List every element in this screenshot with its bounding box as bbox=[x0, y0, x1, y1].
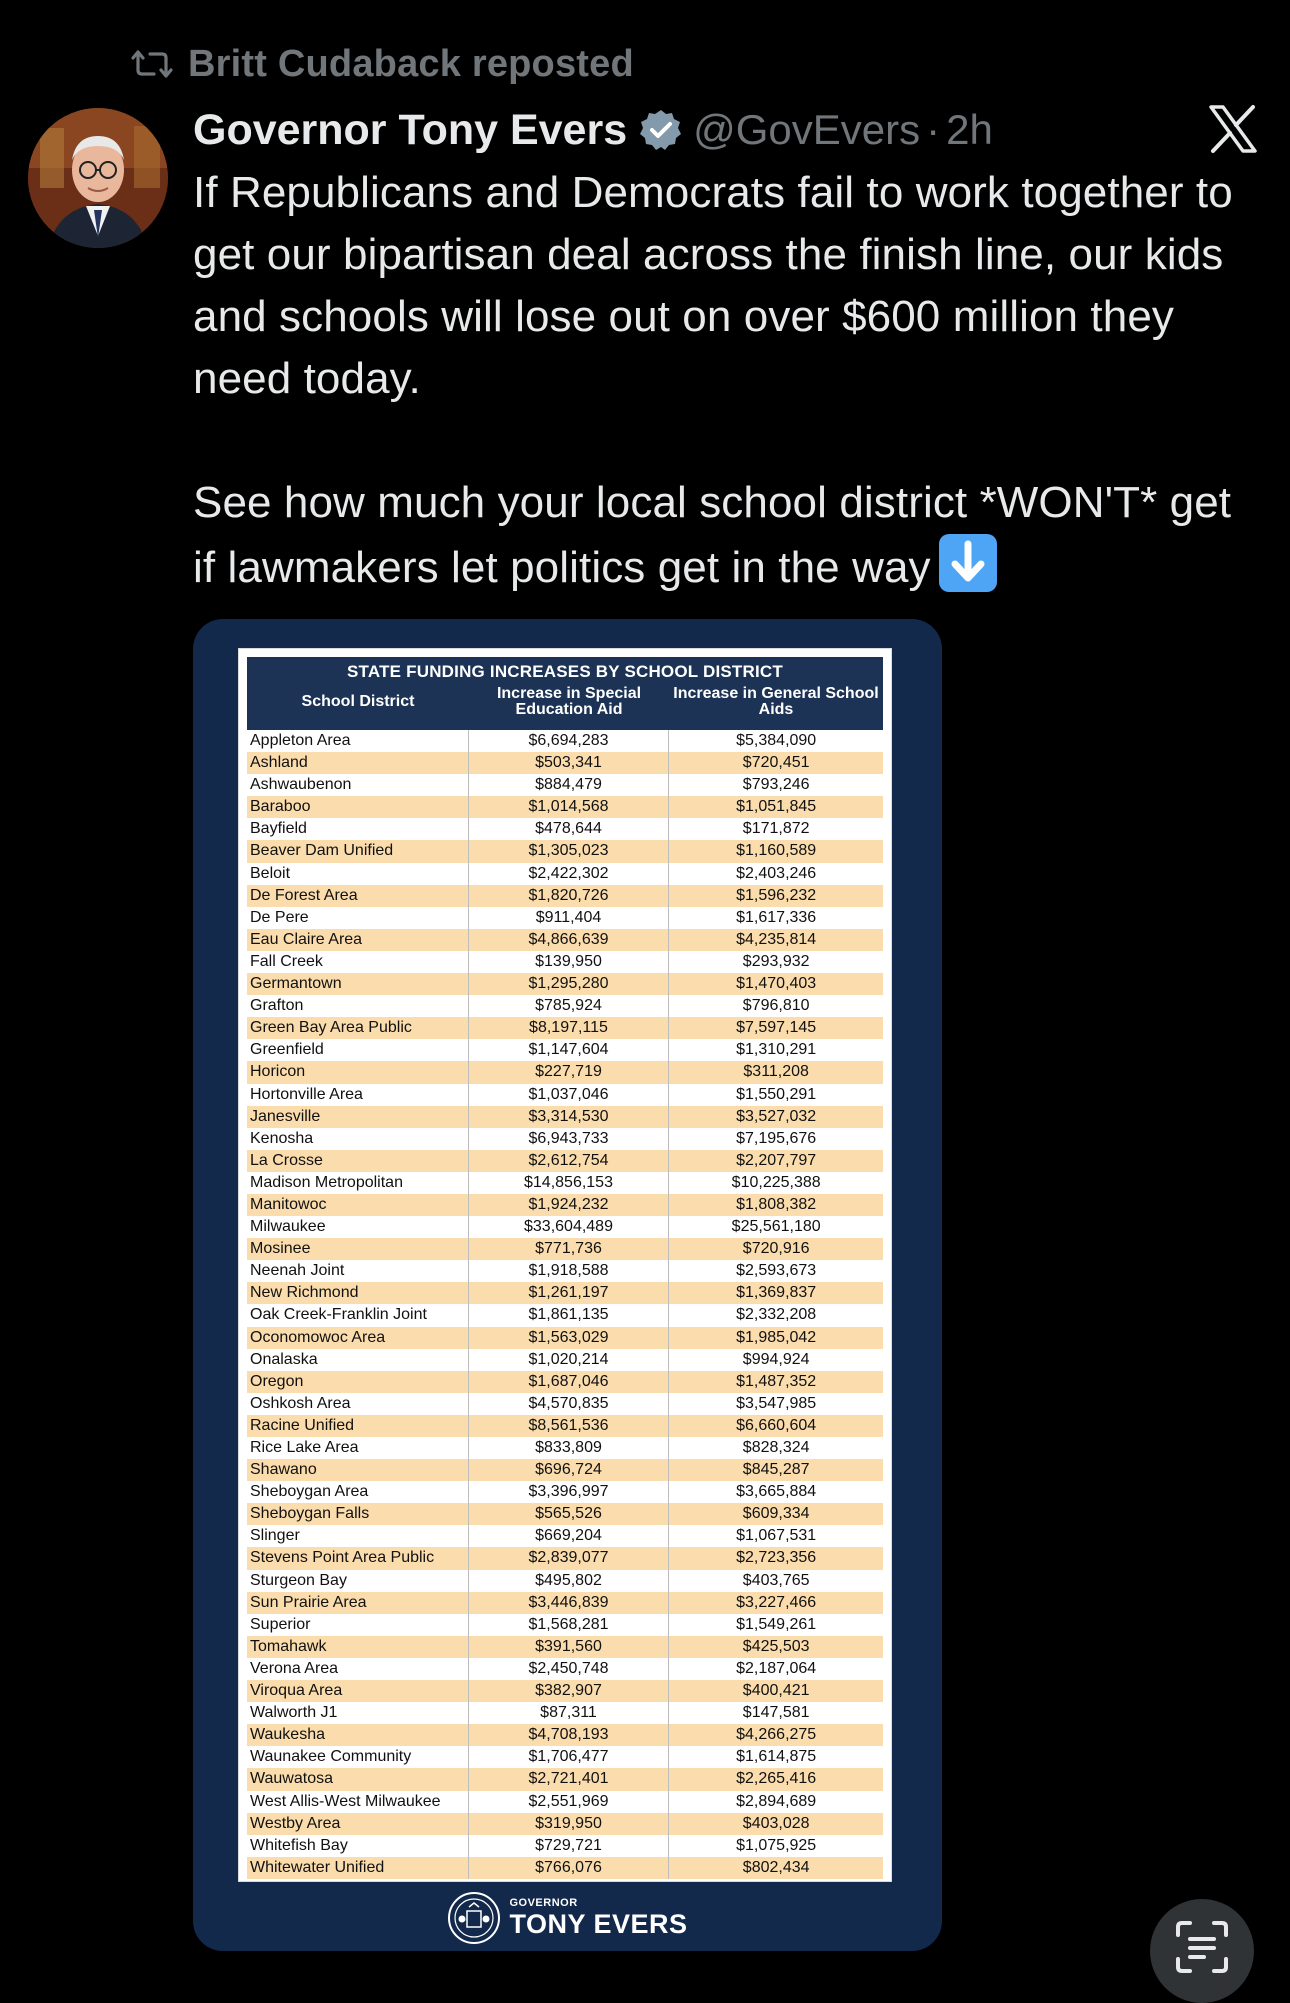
table-row bbox=[247, 1304, 883, 1326]
special-ed-aid-cell: $14,856,153 bbox=[469, 1172, 670, 1194]
table-row bbox=[247, 929, 883, 951]
general-aid-cell: $425,503 bbox=[742, 1637, 810, 1655]
table-row bbox=[247, 1636, 883, 1658]
district-cell: Neenah Joint bbox=[247, 1260, 469, 1282]
district-cell: Whitewater Unified bbox=[247, 1857, 469, 1879]
general-aid-cell: $7,195,676 bbox=[736, 1129, 817, 1147]
district-cell: Wauwatosa bbox=[247, 1768, 469, 1790]
table-row bbox=[247, 1547, 883, 1569]
table-row bbox=[247, 1017, 883, 1039]
post-timestamp[interactable]: 2h bbox=[946, 106, 993, 153]
general-aid-cell: $147,581 bbox=[742, 1704, 810, 1722]
special-ed-aid-cell: $478,644 bbox=[469, 818, 670, 840]
special-ed-aid-cell: $1,014,568 bbox=[469, 796, 670, 818]
district-cell: Hortonville Area bbox=[247, 1084, 469, 1106]
tweet-paragraph: If Republicans and Democrats fail to work together to get our bipartisan deal across the finish line, our kids and schools will lose out on over $600 million they need today. bbox=[193, 168, 1233, 403]
general-aid-cell: $1,310,291 bbox=[736, 1041, 817, 1059]
general-aid-cell: $2,403,246 bbox=[736, 864, 817, 882]
special-ed-aid-cell: $3,314,530 bbox=[469, 1106, 670, 1128]
district-cell: Bayfield bbox=[247, 818, 469, 840]
table-row bbox=[247, 1260, 883, 1282]
repost-label: Britt Cudaback reposted bbox=[188, 42, 634, 85]
table-row bbox=[247, 1525, 883, 1547]
special-ed-aid-cell: $1,037,046 bbox=[469, 1084, 670, 1106]
table-row bbox=[247, 1106, 883, 1128]
district-cell: Appleton Area bbox=[247, 730, 469, 752]
general-aid-cell: $4,235,814 bbox=[736, 930, 817, 948]
table-row bbox=[247, 1724, 883, 1746]
special-ed-aid-cell: $2,612,754 bbox=[469, 1150, 670, 1172]
special-ed-aid-cell: $2,551,969 bbox=[469, 1791, 670, 1813]
table-row bbox=[247, 730, 883, 752]
district-cell: Manitowoc bbox=[247, 1194, 469, 1216]
district-cell: La Crosse bbox=[247, 1150, 469, 1172]
general-aid-cell: $1,369,837 bbox=[736, 1284, 817, 1302]
general-aid-cell: $1,550,291 bbox=[736, 1085, 817, 1103]
branding-name: TONY EVERS bbox=[509, 1909, 688, 1939]
general-aid-cell: $802,434 bbox=[742, 1858, 810, 1876]
table-row bbox=[247, 1194, 883, 1216]
district-cell: Sheboygan Area bbox=[247, 1481, 469, 1503]
table-row bbox=[247, 774, 883, 796]
special-ed-aid-cell: $1,861,135 bbox=[469, 1304, 670, 1326]
separator-dot: · bbox=[926, 106, 941, 153]
table-row bbox=[247, 1437, 883, 1459]
general-aid-cell: $1,160,589 bbox=[736, 842, 817, 860]
table-row bbox=[247, 1061, 883, 1083]
tweet-body bbox=[193, 162, 1263, 599]
district-cell: West Allis-West Milwaukee bbox=[247, 1791, 469, 1813]
district-cell: Oak Creek-Franklin Joint bbox=[247, 1304, 469, 1326]
table-header bbox=[247, 657, 883, 730]
special-ed-aid-cell: $1,687,046 bbox=[469, 1371, 670, 1393]
special-ed-aid-cell: $1,305,023 bbox=[469, 840, 670, 862]
district-cell: Superior bbox=[247, 1614, 469, 1636]
special-ed-aid-cell: $139,950 bbox=[469, 951, 670, 973]
district-cell: Racine Unified bbox=[247, 1415, 469, 1437]
table-row bbox=[247, 1481, 883, 1503]
district-cell: Oshkosh Area bbox=[247, 1393, 469, 1415]
district-cell: Baraboo bbox=[247, 796, 469, 818]
special-ed-aid-cell: $2,450,748 bbox=[469, 1658, 670, 1680]
branding-label: GOVERNOR bbox=[509, 1897, 578, 1909]
general-aid-cell: $403,028 bbox=[742, 1814, 810, 1832]
table-row bbox=[247, 995, 883, 1017]
general-aid-cell: $796,810 bbox=[742, 997, 810, 1015]
general-aid-cell: $3,665,884 bbox=[736, 1483, 817, 1501]
special-ed-aid-cell: $6,943,733 bbox=[469, 1128, 670, 1150]
special-ed-aid-cell: $319,950 bbox=[469, 1813, 670, 1835]
district-cell: Horicon bbox=[247, 1061, 469, 1083]
table-row bbox=[247, 840, 883, 862]
author-name[interactable]: Governor Tony Evers bbox=[193, 105, 628, 154]
x-logo-icon bbox=[1207, 103, 1259, 155]
repost-indicator[interactable] bbox=[130, 40, 634, 88]
special-ed-aid-cell: $391,560 bbox=[469, 1636, 670, 1658]
special-ed-aid-cell: $8,197,115 bbox=[469, 1017, 670, 1039]
general-aid-cell: $2,332,208 bbox=[736, 1306, 817, 1324]
special-ed-aid-cell: $33,604,489 bbox=[469, 1216, 670, 1238]
special-ed-aid-cell: $1,924,232 bbox=[469, 1194, 670, 1216]
special-ed-aid-cell: $4,570,835 bbox=[469, 1393, 670, 1415]
table-title: STATE FUNDING INCREASES BY SCHOOL DISTRICT bbox=[347, 662, 783, 681]
special-ed-aid-cell: $495,802 bbox=[469, 1570, 670, 1592]
district-cell: Sturgeon Bay bbox=[247, 1570, 469, 1592]
general-aid-cell: $1,470,403 bbox=[736, 975, 817, 993]
general-aid-cell: $1,596,232 bbox=[736, 886, 817, 904]
table-row bbox=[247, 1614, 883, 1636]
live-text-icon bbox=[1174, 1919, 1230, 1975]
district-cell: Waukesha bbox=[247, 1724, 469, 1746]
table-row bbox=[247, 1371, 883, 1393]
table-row bbox=[247, 1680, 883, 1702]
district-cell: Milwaukee bbox=[247, 1216, 469, 1238]
table-row bbox=[247, 1835, 883, 1857]
general-aid-cell: $7,597,145 bbox=[736, 1019, 817, 1037]
text-recognition-button[interactable] bbox=[1150, 1899, 1254, 2003]
table-row bbox=[247, 1592, 883, 1614]
tweet-paragraph bbox=[193, 472, 1263, 599]
general-aid-cell: $293,932 bbox=[742, 952, 810, 970]
special-ed-aid-cell: $729,721 bbox=[469, 1835, 670, 1857]
general-aid-cell: $10,225,388 bbox=[731, 1173, 821, 1191]
table-row bbox=[247, 1503, 883, 1525]
district-cell: Mosinee bbox=[247, 1238, 469, 1260]
tweet-paragraph-text: See how much your local school district *WON'T* get if lawmakers let politics get in the way bbox=[193, 478, 1232, 592]
repost-icon bbox=[130, 48, 174, 80]
special-ed-aid-cell: $2,721,401 bbox=[469, 1768, 670, 1790]
special-ed-aid-cell: $4,708,193 bbox=[469, 1724, 670, 1746]
general-aid-cell: $720,916 bbox=[742, 1240, 810, 1258]
table-row bbox=[247, 1349, 883, 1371]
district-cell: De Forest Area bbox=[247, 885, 469, 907]
district-cell: Janesville bbox=[247, 1106, 469, 1128]
district-cell: Germantown bbox=[247, 973, 469, 995]
general-aid-cell: $3,547,985 bbox=[736, 1394, 817, 1412]
district-cell: Westby Area bbox=[247, 1813, 469, 1835]
table-row bbox=[247, 1128, 883, 1150]
district-cell: Slinger bbox=[247, 1525, 469, 1547]
general-aid-cell: $720,451 bbox=[742, 754, 810, 772]
special-ed-aid-cell: $884,479 bbox=[469, 774, 670, 796]
general-aid-cell: $400,421 bbox=[742, 1682, 810, 1700]
table-row bbox=[247, 1459, 883, 1481]
special-ed-aid-cell: $565,526 bbox=[469, 1503, 670, 1525]
general-aid-cell: $2,723,356 bbox=[736, 1549, 817, 1567]
table-row bbox=[247, 1702, 883, 1724]
column-header: Increase in Special Education Aid bbox=[496, 685, 642, 718]
special-ed-aid-cell: $503,341 bbox=[469, 752, 670, 774]
general-aid-cell: $311,208 bbox=[743, 1063, 809, 1081]
general-aid-cell: $1,487,352 bbox=[736, 1372, 817, 1390]
district-cell: Rice Lake Area bbox=[247, 1437, 469, 1459]
general-aid-cell: $403,765 bbox=[742, 1571, 810, 1589]
tweet-header bbox=[193, 102, 993, 158]
general-aid-cell: $1,067,531 bbox=[736, 1527, 817, 1545]
verified-badge-icon[interactable] bbox=[639, 108, 683, 152]
tweet-image[interactable] bbox=[193, 619, 942, 1951]
table-row bbox=[247, 885, 883, 907]
special-ed-aid-cell: $382,907 bbox=[469, 1680, 670, 1702]
special-ed-aid-cell: $2,839,077 bbox=[469, 1547, 670, 1569]
special-ed-aid-cell: $2,422,302 bbox=[469, 863, 670, 885]
state-seal-icon bbox=[447, 1891, 501, 1945]
general-aid-cell: $828,324 bbox=[742, 1439, 810, 1456]
table-row bbox=[247, 1415, 883, 1437]
table-row bbox=[247, 1327, 883, 1349]
table-row bbox=[247, 1658, 883, 1680]
table-row bbox=[247, 1084, 883, 1106]
general-aid-cell: $2,187,064 bbox=[736, 1659, 817, 1677]
special-ed-aid-cell: $3,396,997 bbox=[469, 1481, 670, 1503]
table-row bbox=[247, 1150, 883, 1172]
district-cell: Kenosha bbox=[247, 1128, 469, 1150]
general-aid-cell: $1,549,261 bbox=[736, 1615, 817, 1633]
special-ed-aid-cell: $1,820,726 bbox=[469, 885, 670, 907]
district-cell: Fall Creek bbox=[247, 951, 469, 973]
district-cell: Tomahawk bbox=[247, 1636, 469, 1658]
general-aid-cell: $1,808,382 bbox=[736, 1195, 817, 1213]
special-ed-aid-cell: $833,809 bbox=[469, 1437, 670, 1459]
special-ed-aid-cell: $1,563,029 bbox=[469, 1327, 670, 1349]
general-aid-cell: $793,246 bbox=[742, 776, 810, 794]
general-aid-cell: $1,614,875 bbox=[736, 1748, 817, 1766]
district-cell: Sun Prairie Area bbox=[247, 1592, 469, 1614]
table-row bbox=[247, 1813, 883, 1835]
district-cell: Green Bay Area Public bbox=[247, 1017, 469, 1039]
table-row bbox=[247, 1791, 883, 1813]
special-ed-aid-cell: $696,724 bbox=[469, 1459, 670, 1481]
general-aid-cell: $994,924 bbox=[742, 1350, 810, 1368]
column-header: School District bbox=[301, 693, 415, 710]
table-body bbox=[247, 730, 883, 1879]
district-cell: Oconomowoc Area bbox=[247, 1327, 469, 1349]
general-aid-cell: $171,872 bbox=[742, 820, 810, 838]
table-row bbox=[247, 752, 883, 774]
general-aid-cell: $2,894,689 bbox=[736, 1792, 817, 1810]
general-aid-cell: $2,265,416 bbox=[736, 1770, 817, 1788]
general-aid-cell: $1,617,336 bbox=[736, 908, 817, 926]
special-ed-aid-cell: $1,706,477 bbox=[469, 1746, 670, 1768]
column-header: Increase in General School Aids bbox=[673, 685, 879, 718]
district-cell: Viroqua Area bbox=[247, 1680, 469, 1702]
district-cell: Stevens Point Area Public bbox=[247, 1547, 469, 1569]
special-ed-aid-cell: $1,261,197 bbox=[469, 1282, 670, 1304]
special-ed-aid-cell: $1,568,281 bbox=[469, 1614, 670, 1636]
general-aid-cell: $5,384,090 bbox=[736, 732, 817, 749]
table-row bbox=[247, 1238, 883, 1260]
special-ed-aid-cell: $4,866,639 bbox=[469, 929, 670, 951]
down-arrow-emoji-icon bbox=[939, 534, 997, 592]
table-row bbox=[247, 1746, 883, 1768]
general-aid-cell: $2,593,673 bbox=[736, 1262, 817, 1280]
district-cell: Grafton bbox=[247, 995, 469, 1017]
district-cell: Walworth J1 bbox=[247, 1702, 469, 1724]
special-ed-aid-cell: $1,020,214 bbox=[469, 1349, 670, 1371]
general-aid-cell: $1,051,845 bbox=[736, 798, 817, 816]
general-aid-cell: $3,527,032 bbox=[736, 1107, 817, 1125]
district-cell: Sheboygan Falls bbox=[247, 1503, 469, 1525]
table-row bbox=[247, 1768, 883, 1790]
special-ed-aid-cell: $227,719 bbox=[469, 1061, 670, 1083]
table-row bbox=[247, 1393, 883, 1415]
special-ed-aid-cell: $3,446,839 bbox=[469, 1592, 670, 1614]
table-row bbox=[247, 907, 883, 929]
district-cell: De Pere bbox=[247, 907, 469, 929]
table-row bbox=[247, 1216, 883, 1238]
table-row bbox=[247, 818, 883, 840]
table-row bbox=[247, 796, 883, 818]
special-ed-aid-cell: $669,204 bbox=[469, 1525, 670, 1547]
district-cell: Greenfield bbox=[247, 1039, 469, 1061]
district-cell: Ashland bbox=[247, 752, 469, 774]
table-row bbox=[247, 1172, 883, 1194]
general-aid-cell: $1,985,042 bbox=[736, 1328, 817, 1346]
district-cell: Onalaska bbox=[247, 1349, 469, 1371]
avatar-image bbox=[28, 108, 168, 248]
general-aid-cell: $609,334 bbox=[742, 1505, 810, 1523]
funding-table bbox=[238, 648, 892, 1882]
general-aid-cell: $4,266,275 bbox=[736, 1726, 817, 1744]
general-aid-cell: $845,287 bbox=[742, 1461, 810, 1479]
special-ed-aid-cell: $766,076 bbox=[469, 1857, 670, 1879]
avatar[interactable] bbox=[28, 108, 168, 248]
district-cell: Verona Area bbox=[247, 1658, 469, 1680]
general-aid-cell: $6,660,604 bbox=[736, 1416, 817, 1434]
district-cell: Eau Claire Area bbox=[247, 929, 469, 951]
card-branding bbox=[193, 1889, 942, 1947]
district-cell: Shawano bbox=[247, 1459, 469, 1481]
table-row bbox=[247, 1282, 883, 1304]
table-row bbox=[247, 863, 883, 885]
district-cell: Whitefish Bay bbox=[247, 1835, 469, 1857]
special-ed-aid-cell: $771,736 bbox=[469, 1238, 670, 1260]
special-ed-aid-cell: $911,404 bbox=[469, 907, 670, 929]
author-handle[interactable]: @GovEvers bbox=[693, 106, 921, 153]
special-ed-aid-cell: $87,311 bbox=[469, 1702, 670, 1724]
special-ed-aid-cell: $1,918,588 bbox=[469, 1260, 670, 1282]
special-ed-aid-cell: $6,694,283 bbox=[469, 730, 670, 752]
general-aid-cell: $2,207,797 bbox=[736, 1151, 817, 1169]
table-row bbox=[247, 951, 883, 973]
special-ed-aid-cell: $1,147,604 bbox=[469, 1039, 670, 1061]
table-row bbox=[247, 1570, 883, 1592]
table-row bbox=[247, 1039, 883, 1061]
district-cell: Madison Metropolitan bbox=[247, 1172, 469, 1194]
general-aid-cell: $25,561,180 bbox=[731, 1218, 821, 1236]
table-row bbox=[247, 973, 883, 995]
district-cell: Waunakee Community bbox=[247, 1746, 469, 1768]
district-cell: Beloit bbox=[247, 863, 469, 885]
table-row bbox=[247, 1857, 883, 1879]
general-aid-cell: $3,227,466 bbox=[736, 1593, 817, 1611]
special-ed-aid-cell: $8,561,536 bbox=[469, 1415, 670, 1437]
special-ed-aid-cell: $1,295,280 bbox=[469, 973, 670, 995]
general-aid-cell: $1,075,925 bbox=[736, 1836, 817, 1854]
district-cell: Oregon bbox=[247, 1371, 469, 1393]
district-cell: Beaver Dam Unified bbox=[247, 840, 469, 862]
special-ed-aid-cell: $785,924 bbox=[469, 995, 670, 1017]
district-cell: Ashwaubenon bbox=[247, 774, 469, 796]
district-cell: New Richmond bbox=[247, 1282, 469, 1304]
